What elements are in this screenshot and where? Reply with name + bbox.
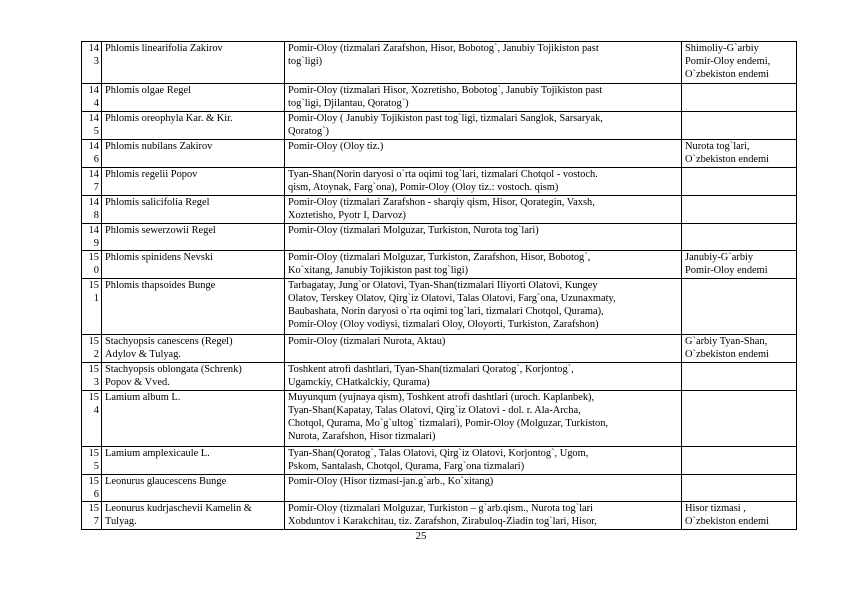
distribution-line: Chotqol, Qurama, Mo`g`ultog` tizmalari), Pomir-Oloy (Molguzar, Turkiston, xyxy=(288,418,609,429)
row-number: 152 xyxy=(82,335,102,363)
distribution-line: Baubashata, Norin daryosi o`rta oqimi tog`lari, tizmalari Chotqol, Qurama), xyxy=(288,306,604,317)
species-name-cell xyxy=(102,363,285,391)
endemic-status-line: Pomir-Oloy endemi, xyxy=(685,56,771,67)
table-row xyxy=(82,251,797,279)
table-row xyxy=(82,112,797,140)
endemic-status-line: Pomir-Oloy endemi xyxy=(685,265,768,276)
distribution-cell xyxy=(285,112,682,140)
distribution-cell xyxy=(285,279,682,335)
distribution-line: Toshkent atrofi dashtlari, Tyan-Shan(tizmalari Qoratog`, Korjontog`, xyxy=(288,364,574,375)
distribution-line: Pomir-Oloy (tizmalari Molguzar, Turkiston, Nurota tog`lari) xyxy=(288,225,539,236)
distribution-line: Qoratog`) xyxy=(288,126,329,137)
row-number: 145 xyxy=(82,112,102,140)
table-row xyxy=(82,502,797,530)
species-name-cell xyxy=(102,168,285,196)
endemic-status-line: Hisor tizmasi , xyxy=(685,503,746,514)
endemic-status-cell xyxy=(682,363,797,391)
distribution-line: Ugamckiy, CHatkalckiy, Qurama) xyxy=(288,377,430,388)
endemic-status-cell xyxy=(682,251,797,279)
distribution-line: Pomir-Oloy (Oloy tiz.) xyxy=(288,141,384,152)
table-row xyxy=(82,391,797,447)
species-name-cell xyxy=(102,84,285,112)
species-name-line: Phlomis thapsoides Bunge xyxy=(105,280,216,291)
endemic-status-cell xyxy=(682,447,797,475)
row-number: 155 xyxy=(82,447,102,475)
distribution-line: Pomir-Oloy (Oloy vodiysi, tizmalari Oloy, Oloyorti, Turkiston, Zarafshon) xyxy=(288,319,599,330)
species-name-line: Popov & Vved. xyxy=(105,377,170,388)
distribution-line: Pomir-Oloy (tizmalari Zarafshon, Hisor, Bobotog`, Janubiy Tojikiston past xyxy=(288,43,599,54)
distribution-line: tog`ligi, Djilantau, Qoratog`) xyxy=(288,98,409,109)
species-name-cell xyxy=(102,224,285,251)
table-row xyxy=(82,335,797,363)
distribution-line: Nurota, Zarafshon, Hisor tizmalari) xyxy=(288,431,436,442)
endemic-status-cell xyxy=(682,335,797,363)
distribution-line: Pomir-Oloy (tizmalari Hisor, Xozretisho, Bobotog`, Janubiy Tojikiston past xyxy=(288,85,603,96)
species-name-line: Adylov & Tulyag. xyxy=(105,349,181,360)
species-name-cell xyxy=(102,196,285,224)
distribution-line: Tyan-Shan(Norin daryosi o`rta oqimi tog`lari, tizmalari Chotqol - vostoch. xyxy=(288,169,598,180)
species-name-cell xyxy=(102,502,285,530)
table-row xyxy=(82,363,797,391)
endemic-status-cell xyxy=(682,140,797,168)
distribution-line: Tarbagatay, Jung`or Olatovi, Tyan-Shan(tizmalari Iliyorti Olatovi, Kungey xyxy=(288,280,598,291)
species-name-line: Phlomis spinidens Nevski xyxy=(105,252,213,263)
species-name-line: Stachyopsis oblongata (Schrenk) xyxy=(105,364,242,375)
endemic-status-cell xyxy=(682,279,797,335)
species-name-cell xyxy=(102,475,285,502)
distribution-cell xyxy=(285,84,682,112)
distribution-line: Xoztetisho, Pyotr I, Darvoz) xyxy=(288,210,407,221)
species-name-line: Leonurus kudrjaschevii Kamelin & xyxy=(105,503,252,514)
species-name-line: Phlomis salicifolia Regel xyxy=(105,197,210,208)
row-number: 147 xyxy=(82,168,102,196)
row-number: 148 xyxy=(82,196,102,224)
endemic-status-cell xyxy=(682,391,797,447)
species-name-line: Lamium amplexicaule L. xyxy=(105,448,210,459)
species-table-body xyxy=(82,42,797,530)
distribution-cell xyxy=(285,251,682,279)
row-number: 157 xyxy=(82,502,102,530)
endemic-status-line: O`zbekiston endemi xyxy=(685,516,769,527)
table-row xyxy=(82,84,797,112)
distribution-line: qism, Atoynak, Farg`ona), Pomir-Oloy (Oloy tiz.: vostoch. qism) xyxy=(288,182,559,193)
species-name-cell xyxy=(102,140,285,168)
species-name-cell xyxy=(102,391,285,447)
species-name-line: Phlomis nubilans Zakirov xyxy=(105,141,213,152)
species-name-cell xyxy=(102,335,285,363)
species-name-line: Phlomis olgae Regel xyxy=(105,85,192,96)
table-row xyxy=(82,475,797,502)
endemic-status-line: G`arbiy Tyan-Shan, xyxy=(685,336,768,347)
species-name-cell xyxy=(102,42,285,84)
endemic-status-cell xyxy=(682,112,797,140)
distribution-cell xyxy=(285,140,682,168)
table-row xyxy=(82,279,797,335)
endemic-status-cell xyxy=(682,42,797,84)
table-row xyxy=(82,42,797,84)
row-number: 150 xyxy=(82,251,102,279)
distribution-line: Tyan-Shan(Kapatay, Talas Olatovi, Qirg`iz Olatovi - dol. r. Ala-Archa, xyxy=(288,405,581,416)
endemic-status-line: O`zbekiston endemi xyxy=(685,154,769,165)
endemic-status-cell xyxy=(682,502,797,530)
row-number: 143 xyxy=(82,42,102,84)
species-name-line: Tulyag. xyxy=(105,516,137,527)
distribution-cell xyxy=(285,475,682,502)
distribution-line: tog`ligi) xyxy=(288,56,323,67)
distribution-cell xyxy=(285,447,682,475)
distribution-cell xyxy=(285,168,682,196)
distribution-line: Xobduntov i Karakchitau, tiz. Zarafshon, Zirabuloq-Ziadin tog`lari, Hisor, xyxy=(288,516,597,527)
distribution-cell xyxy=(285,335,682,363)
distribution-cell xyxy=(285,224,682,251)
table-row xyxy=(82,196,797,224)
distribution-line: Pomir-Oloy (tizmalari Molguzar, Turkiston – g`arb.qism., Nurota tog`lari xyxy=(288,503,593,514)
row-number: 156 xyxy=(82,475,102,502)
table-row xyxy=(82,447,797,475)
row-number: 144 xyxy=(82,84,102,112)
endemic-status-line: Janubiy-G`arbiy xyxy=(685,252,754,263)
row-number: 146 xyxy=(82,140,102,168)
table-row xyxy=(82,224,797,251)
species-name-line: Phlomis regelii Popov xyxy=(105,169,198,180)
distribution-line: Olatov, Terskey Olatov, Qirg`iz Olatovi, Talas Olatovi, Farg`ona, Uzunaxmaty, xyxy=(288,293,616,304)
endemic-status-line: O`zbekiston endemi xyxy=(685,349,769,360)
endemic-status-cell xyxy=(682,475,797,502)
distribution-line: Pskom, Santalash, Chotqol, Qurama, Farg`ona tizmalari) xyxy=(288,461,525,472)
distribution-line: Pomir-Oloy (tizmalari Molguzar, Turkiston, Zarafshon, Hisor, Bobotog`, xyxy=(288,252,591,263)
species-name-line: Phlomis sewerzowii Regel xyxy=(105,225,216,236)
row-number: 153 xyxy=(82,363,102,391)
species-table xyxy=(81,41,797,530)
species-name-cell xyxy=(102,251,285,279)
endemic-status-cell xyxy=(682,168,797,196)
endemic-status-cell xyxy=(682,84,797,112)
distribution-cell xyxy=(285,502,682,530)
endemic-status-line: O`zbekiston endemi xyxy=(685,69,769,80)
species-name-line: Phlomis oreophyla Kar. & Kir. xyxy=(105,113,233,124)
endemic-status-cell xyxy=(682,224,797,251)
species-name-line: Lamium album L. xyxy=(105,392,181,403)
distribution-line: Pomir-Oloy (tizmalari Nurota, Aktau) xyxy=(288,336,446,347)
species-name-cell xyxy=(102,112,285,140)
distribution-cell xyxy=(285,42,682,84)
row-number: 151 xyxy=(82,279,102,335)
distribution-line: Pomir-Oloy ( Janubiy Tojikiston past tog`ligi, tizmalari Sanglok, Sarsaryak, xyxy=(288,113,603,124)
distribution-cell xyxy=(285,196,682,224)
distribution-cell xyxy=(285,391,682,447)
distribution-line: Pomir-Oloy (Hisor tizmasi-jan.g`arb., Ko`xitang) xyxy=(288,476,494,487)
endemic-status-cell xyxy=(682,196,797,224)
distribution-line: Muyunqum (yujnaya qism), Toshkent atrofi dashtlari (uroch. Kaplanbek), xyxy=(288,392,595,403)
species-name-cell xyxy=(102,447,285,475)
endemic-status-line: Shimoliy-G`arbiy xyxy=(685,43,759,54)
distribution-cell xyxy=(285,363,682,391)
species-name-cell xyxy=(102,279,285,335)
endemic-status-line: Nurota tog`lari, xyxy=(685,141,750,152)
species-name-line: Leonurus glaucescens Bunge xyxy=(105,476,227,487)
species-name-line: Phlomis linearifolia Zakirov xyxy=(105,43,223,54)
species-name-line: Stachyopsis canescens (Regel) xyxy=(105,336,233,347)
row-number: 149 xyxy=(82,224,102,251)
distribution-line: Tyan-Shan(Qoratog`, Talas Olatovi, Qirg`iz Olatovi, Korjontog`, Ugom, xyxy=(288,448,589,459)
distribution-line: Ko`xitang, Janubiy Tojikiston past tog`ligi) xyxy=(288,265,469,276)
table-row xyxy=(82,168,797,196)
page-number: 25 xyxy=(415,530,427,542)
distribution-line: Pomir-Oloy (tizmalari Zarafshon - sharqiy qism, Hisor, Qorategin, Vaxsh, xyxy=(288,197,595,208)
row-number: 154 xyxy=(82,391,102,447)
table-row xyxy=(82,140,797,168)
